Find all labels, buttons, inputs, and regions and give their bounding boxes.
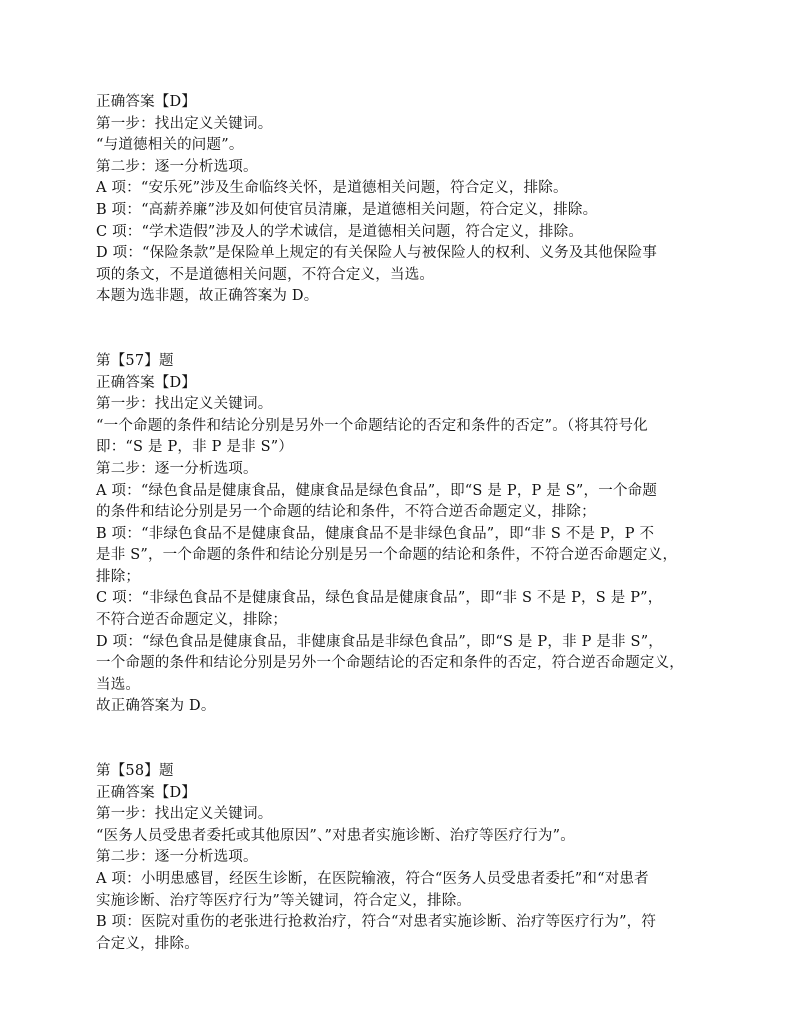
text-line: A 项：小明患感冒，经医生诊断，在医院输液，符合“医务人员受患者委托”和“对患者: [96, 871, 649, 887]
text-line: 本题为选非题，故正确答案为 D。: [96, 288, 319, 305]
text-line: “医务人员受患者委托或其他原因”、”对患者实施诊断、治疗等医疗行为”。: [96, 827, 575, 844]
text-line: “与道德相关的问题”。: [96, 137, 244, 154]
text-line: D 项：“绿色食品是健康食品，非健康食品是非绿色食品”，即“S 是 P，非 P 是非 S”，: [96, 633, 664, 650]
text-line: 第二步：逐一分析选项。: [96, 460, 258, 477]
question-heading: 第【57】题: [96, 352, 174, 369]
text-line: C 项：“非绿色食品不是健康食品，绿色食品是健康食品”，即“非 S 不是 P，S 是 P”，: [96, 590, 663, 607]
text-line: 的条件和结论分别是另一个命题的结论和条件，不符合逆否命题定义，排除；: [96, 504, 596, 521]
text-line: 第一步：找出定义关键词。: [96, 806, 273, 823]
text-line: A 项：“绿色食品是健康食品，健康食品是绿色食品”，即“S 是 P，P 是 S”，一个命题: [96, 482, 658, 499]
text-line: 排除；: [96, 568, 141, 585]
text-line: 是非 S”，一个命题的条件和结论分别是另一个命题的结论和条件，不符合逆否命题定义，: [96, 547, 678, 564]
text-line: B 项：医院对重伤的老张进行抢救治疗，符合“对患者实施诊断、治疗等医疗行为”，符: [96, 914, 657, 931]
text-line: 即：“S 是 P，非 P 是非 S”）: [96, 439, 294, 456]
question-section-58: [96, 761, 716, 955]
text-line: B 项：“高薪养廉”涉及如何使官员清廉，是道德相关问题，符合定义，排除。: [96, 201, 598, 218]
text-line: 正确答案【D】: [96, 374, 197, 391]
text-line: B 项：“非绿色食品不是健康食品，健康食品不是非绿色食品”，即“非 S 不是 P，P 不: [96, 525, 655, 542]
question-section-57: [96, 351, 716, 718]
document-page: [96, 92, 716, 955]
text-line: 一个命题的条件和结论分别是另外一个命题结论的否定和条件的否定，符合逆否命题定义，: [96, 655, 684, 672]
text-line: 第二步：逐一分析选项。: [96, 158, 258, 175]
text-line: 当选。: [96, 676, 141, 693]
text-line: 合定义，排除。: [96, 935, 199, 952]
text-line: 正确答案【D】: [96, 94, 197, 110]
text-line: 实施诊断、治疗等医疗行为”等关键词，符合定义，排除。: [96, 892, 472, 909]
text-line: 第一步：找出定义关键词。: [96, 396, 273, 413]
text-line: C 项：“学术造假”涉及人的学术诚信，是道德相关问题，符合定义，排除。: [96, 223, 584, 240]
text-line: 不符合逆否命题定义，排除；: [96, 612, 288, 629]
text-line: 正确答案【D】: [96, 784, 197, 801]
text-line: A 项：“安乐死”涉及生命临终关怀，是道德相关问题，符合定义，排除。: [96, 180, 568, 197]
text-line: 第二步：逐一分析选项。: [96, 849, 258, 866]
text-line: 故正确答案为 D。: [96, 698, 216, 715]
text-line: D 项：“保险条款”是保险单上规定的有关保险人与被保险人的权利、义务及其他保险事: [96, 245, 658, 262]
text-line: “一个命题的条件和结论分别是另外一个命题结论的否定和条件的否定”。（将其符号化: [96, 417, 648, 434]
question-heading: 第【58】题: [96, 763, 174, 780]
text-line: 项的条文，不是道德相关问题，不符合定义，当选。: [96, 266, 435, 283]
text-line: 第一步：找出定义关键词。: [96, 115, 273, 132]
answer-section-56: [96, 92, 716, 308]
